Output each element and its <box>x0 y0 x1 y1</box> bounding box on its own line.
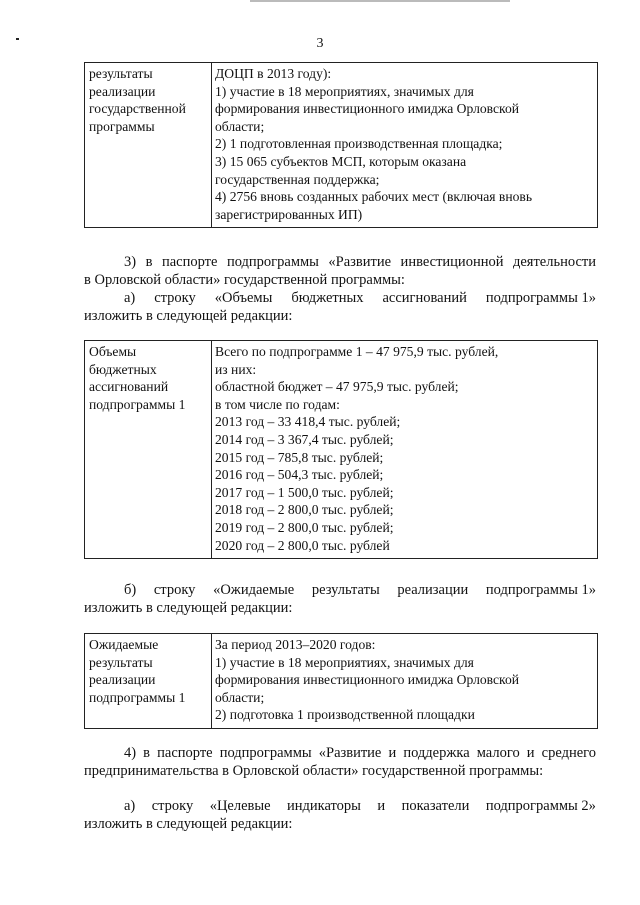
paragraph-line: в Орловской области» государственной программы: <box>84 272 405 288</box>
table-value-cell <box>212 341 598 559</box>
page-number: 3 <box>316 36 324 51</box>
cell-line: 2017 год – 1 500,0 тыс. рублей; <box>215 484 394 500</box>
paragraph-line: изложить в следующей редакции: <box>84 600 293 616</box>
paragraph-item-a <box>84 289 596 325</box>
cell-line: подпрограммы 1 <box>89 689 186 705</box>
word: «Целевые <box>209 798 271 814</box>
word: и <box>377 798 386 814</box>
cell-line: 4) 2756 вновь созданных рабочих мест (включая вновь <box>215 189 533 205</box>
cell-line: 2019 год – 2 800,0 тыс. рублей; <box>215 519 394 535</box>
table-label-cell <box>85 341 212 559</box>
cell-line: области; <box>215 118 265 134</box>
cell-line: государственной <box>89 101 186 117</box>
cell-line: Объемы <box>89 344 137 359</box>
word: показатели <box>401 798 470 814</box>
cell-line: ДОЦП в 2013 году): <box>215 66 332 81</box>
paragraph-line: изложить в следующей редакции: <box>84 816 293 832</box>
table-row <box>85 634 598 729</box>
expected-results-table <box>84 633 598 729</box>
paragraph-item-3 <box>84 253 596 289</box>
paragraph-line: предпринимательства в Орловской области» государственной программы: <box>84 763 544 779</box>
cell-line: зарегистрированных ИП) <box>215 206 363 222</box>
cell-line: области; <box>215 689 265 705</box>
cell-line: 2) 1 подготовленная производственная площадка; <box>215 136 503 152</box>
paragraph-line: изложить в следующей редакции: <box>84 308 293 324</box>
cell-line: Всего по подпрограмме 1 – 47 975,9 тыс. рублей, <box>215 344 499 359</box>
cell-line: 2016 год – 504,3 тыс. рублей; <box>215 467 384 483</box>
cell-line: 2020 год – 2 800,0 тыс. рублей <box>215 537 390 553</box>
word: а) <box>124 798 136 814</box>
cell-line: результаты <box>89 654 153 670</box>
paragraph-item-4 <box>84 744 596 780</box>
word: подпрограммы 2» <box>485 798 596 814</box>
cell-line: 3) 15 065 субъектов МСП, которым оказана <box>215 153 467 169</box>
cell-line: государственная поддержка; <box>215 171 380 187</box>
scan-edge-artifact <box>250 0 510 2</box>
budget-table <box>84 340 598 559</box>
cell-line: 1) участие в 18 мероприятиях, значимых для <box>215 83 474 99</box>
cell-line: 1) участие в 18 мероприятиях, значимых для <box>215 654 474 670</box>
word: строку <box>153 582 196 598</box>
word: ассигнований <box>382 290 467 306</box>
cell-line: областной бюджет – 47 975,9 тыс. рублей; <box>215 379 459 395</box>
paragraph-line <box>84 289 596 307</box>
word: подпрограммы 1» <box>485 582 596 598</box>
cell-line: За период 2013–2020 годов: <box>215 637 376 652</box>
cell-line: формирования инвестиционного имиджа Орловской <box>215 101 520 117</box>
cell-line: результаты <box>89 66 153 81</box>
paragraph-item-a-second <box>84 797 596 833</box>
table-row <box>85 63 598 228</box>
word: бюджетных <box>291 290 364 306</box>
cell-line: 2015 год – 785,8 тыс. рублей; <box>215 449 384 465</box>
paragraph-item-b <box>84 581 596 617</box>
word: подпрограммы 1» <box>485 290 596 306</box>
cell-line: ассигнований <box>89 379 169 395</box>
paragraph-line <box>84 581 596 599</box>
cell-line: 2) подготовка 1 производственной площадки <box>215 707 475 723</box>
table-value-cell <box>212 63 598 228</box>
word: «Объемы <box>214 290 273 306</box>
cell-line: 2014 год – 3 367,4 тыс. рублей; <box>215 431 394 447</box>
cell-line: программы <box>89 118 155 134</box>
cell-line: реализации <box>89 672 156 688</box>
cell-line: Ожидаемые <box>89 637 159 652</box>
paragraph-line: 3) в паспорте подпрограммы «Развитие инвестиционной деятельности <box>124 254 596 270</box>
word: б) <box>124 582 137 598</box>
word: индикаторы <box>286 798 361 814</box>
cell-line: из них: <box>215 361 257 377</box>
cell-line: бюджетных <box>89 361 157 377</box>
table-label-cell <box>85 63 212 228</box>
cell-line: реализации <box>89 83 156 99</box>
cell-line: 2013 год – 33 418,4 тыс. рублей; <box>215 414 401 430</box>
word: строку <box>154 290 196 306</box>
cell-line: подпрограммы 1 <box>89 396 186 412</box>
paragraph-line: 4) в паспорте подпрограммы «Развитие и поддержка малого и среднего <box>124 745 596 761</box>
word: а) <box>124 290 136 306</box>
paragraph-line <box>84 797 596 815</box>
results-table <box>84 62 598 228</box>
table-value-cell <box>212 634 598 729</box>
word: результаты <box>311 582 380 598</box>
table-label-cell <box>85 634 212 729</box>
cell-line: формирования инвестиционного имиджа Орловской <box>215 672 520 688</box>
word: «Ожидаемые <box>213 582 295 598</box>
cell-line: 2018 год – 2 800,0 тыс. рублей; <box>215 502 394 518</box>
word: реализации <box>397 582 469 598</box>
word: строку <box>151 798 194 814</box>
table-row <box>85 341 598 559</box>
cell-line: в том числе по годам: <box>215 396 340 412</box>
